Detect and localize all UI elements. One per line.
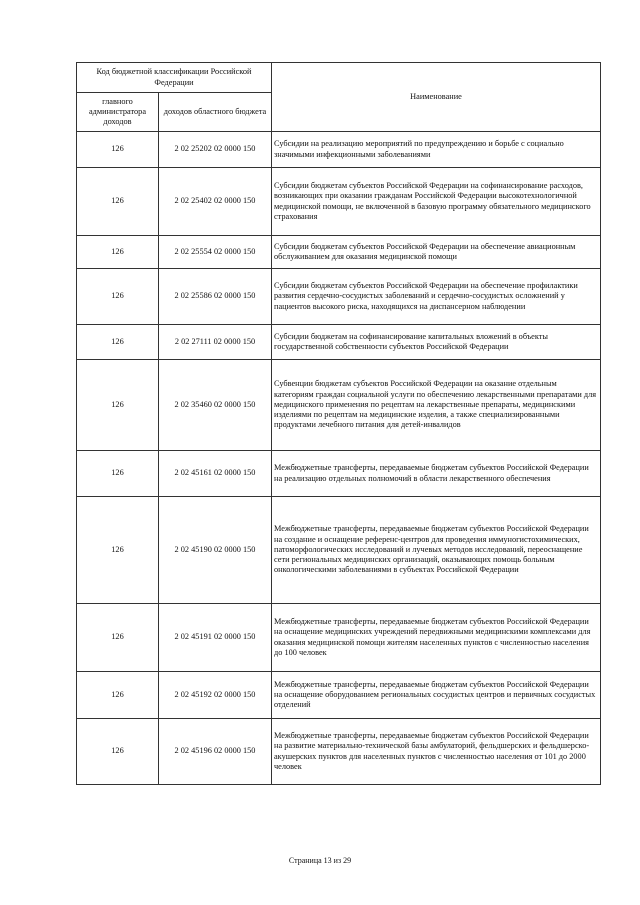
name-cell: Субсидии бюджетам субъектов Российской Федерации на софинансирование расходов, возникающих при оказании гражданам Российской Федерации высокотехнологичной медицинской помощи, не включенной в базовую программу обязательного медицинского страхования: [272, 168, 601, 236]
table-row: [77, 132, 601, 168]
income-code-cell: 2 02 45161 02 0000 150: [159, 451, 272, 497]
table-row: [77, 360, 601, 451]
income-code-cell: 2 02 25586 02 0000 150: [159, 269, 272, 325]
budget-classification-table: [76, 62, 601, 785]
admin-code-cell: 126: [77, 236, 159, 269]
admin-code-cell: 126: [77, 325, 159, 360]
name-cell: Субсидии на реализацию мероприятий по предупреждению и борьбе с социально значимыми инфекционными заболеваниями: [272, 132, 601, 168]
income-code-cell: 2 02 25402 02 0000 150: [159, 168, 272, 236]
table-row: [77, 269, 601, 325]
name-cell: Субсидии бюджетам субъектов Российской Федерации на обеспечение авиационным обслуживанием для оказания медицинской помощи: [272, 236, 601, 269]
income-code-cell: 2 02 45196 02 0000 150: [159, 719, 272, 785]
header-name: Наименование: [272, 63, 601, 132]
table-row: [77, 451, 601, 497]
admin-code-cell: 126: [77, 168, 159, 236]
income-code-cell: 2 02 45192 02 0000 150: [159, 672, 272, 719]
header-classification-code: Код бюджетной классификации Российской Федерации: [77, 63, 272, 93]
income-code-cell: 2 02 27111 02 0000 150: [159, 325, 272, 360]
admin-code-cell: 126: [77, 497, 159, 604]
table-row: [77, 236, 601, 269]
table-row: [77, 604, 601, 672]
name-cell: Субсидии бюджетам субъектов Российской Федерации на обеспечение профилактики развития сердечно-сосудистых заболеваний и сердечно-сосудистых осложнений у пациентов высокого риска, находящихся на диспансерном наблюдении: [272, 269, 601, 325]
name-cell: Межбюджетные трансферты, передаваемые бюджетам субъектов Российской Федерации на оснащение медицинских учреждений передвижными медицинскими комплексами для оказания медицинской помощи жителям населенных пунктов с численностью населения до 100 человек: [272, 604, 601, 672]
table-row: [77, 168, 601, 236]
income-code-cell: 2 02 45190 02 0000 150: [159, 497, 272, 604]
income-code-cell: 2 02 45191 02 0000 150: [159, 604, 272, 672]
name-cell: Субсидии бюджетам на софинансирование капитальных вложений в объекты государственной собственности субъектов Российской Федерации: [272, 325, 601, 360]
name-cell: Межбюджетные трансферты, передаваемые бюджетам субъектов Российской Федерации на создание и оснащение референс-центров для проведения иммуногистохимических, патоморфологических исследований и лучевых методов исследований, переоснащение сети региональных медицинских организаций, оказывающих помощь больным онкологическими заболеваниями в субъектах Российской Федерации: [272, 497, 601, 604]
table-row: [77, 719, 601, 785]
name-cell: Межбюджетные трансферты, передаваемые бюджетам субъектов Российской Федерации на развитие материально-технической базы амбулаторий, фельдшерских и фельдшерско-акушерских пунктов для населенных пунктов с численностью населения от 101 до 2000 человек: [272, 719, 601, 785]
admin-code-cell: 126: [77, 604, 159, 672]
table-row: [77, 497, 601, 604]
table-row: [77, 672, 601, 719]
admin-code-cell: 126: [77, 269, 159, 325]
admin-code-cell: 126: [77, 672, 159, 719]
name-cell: Межбюджетные трансферты, передаваемые бюджетам субъектов Российской Федерации на оснащение оборудованием региональных сосудистых центров и первичных сосудистых отделений: [272, 672, 601, 719]
admin-code-cell: 126: [77, 360, 159, 451]
admin-code-cell: 126: [77, 451, 159, 497]
header-income: доходов областного бюджета: [159, 93, 272, 132]
admin-code-cell: 126: [77, 719, 159, 785]
name-cell: Межбюджетные трансферты, передаваемые бюджетам субъектов Российской Федерации на реализацию отдельных полномочий в области лекарственного обеспечения: [272, 451, 601, 497]
admin-code-cell: 126: [77, 132, 159, 168]
page-number: Страница 13 из 29: [288, 856, 352, 865]
income-code-cell: 2 02 25554 02 0000 150: [159, 236, 272, 269]
table-row: [77, 325, 601, 360]
name-cell: Субвенции бюджетам субъектов Российской Федерации на оказание отдельным категориям граждан социальной услуги по обеспечению лекарственными препаратами для медицинского применения по рецептам на лекарственные препараты, медицинскими изделиями по рецептам на медицинские изделия, а также специализированными продуктами лечебного питания для детей-инвалидов: [272, 360, 601, 451]
header-admin: главного администратора доходов: [77, 93, 159, 132]
income-code-cell: 2 02 25202 02 0000 150: [159, 132, 272, 168]
table-header: [77, 63, 601, 132]
income-code-cell: 2 02 35460 02 0000 150: [159, 360, 272, 451]
